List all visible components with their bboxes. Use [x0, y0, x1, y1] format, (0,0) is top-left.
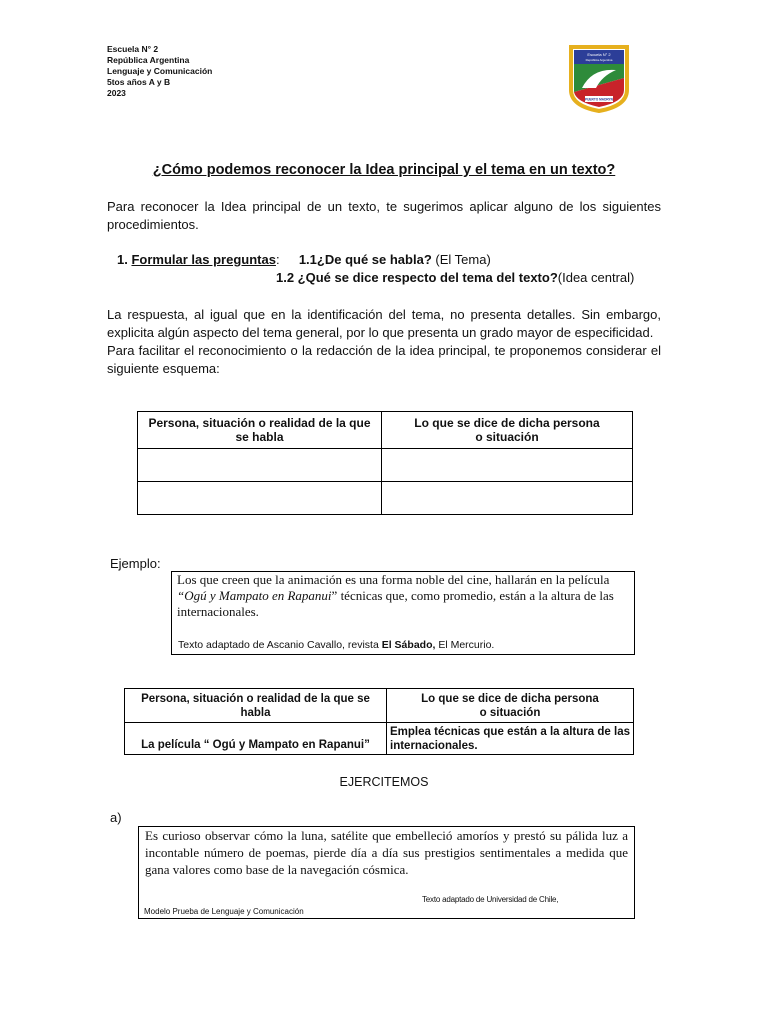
schema-table	[137, 411, 633, 515]
example-header-predicate: Lo que se dice de dicha persona o situación	[387, 689, 634, 723]
example-source: Texto adaptado de Ascanio Cavallo, revista El Sábado, El Mercurio.	[178, 639, 495, 651]
page-title: ¿Cómo podemos reconocer la Idea principal y el tema en un texto?	[152, 162, 616, 178]
schema-cell	[138, 482, 382, 515]
exercise-a-label: a)	[110, 810, 122, 825]
school-header	[107, 44, 212, 99]
schema-cell	[382, 449, 633, 482]
header-country: República Argentina	[107, 55, 190, 65]
schema-cell	[138, 449, 382, 482]
header-year: 2023	[107, 88, 126, 98]
schema-header-predicate: Lo que se dice de dicha persona o situación	[382, 412, 633, 449]
exercise-a-footer: Modelo Prueba de Lenguaje y Comunicación	[144, 907, 304, 916]
exercise-heading: EJERCITEMOS	[339, 775, 429, 789]
question-1: 1.1¿De qué se habla?	[298, 252, 432, 267]
exercise-a-text: Es curioso observar cómo la luna, satélite que embelleció amoríos y prestó su pálida luz a incontable número de poemas, pierde día a día sus prestigios sentimentales a medida que gana valores como base de la navegación cósmica.	[145, 828, 628, 877]
logo-sub-text: República Argentina	[585, 58, 613, 62]
question-2-note: (Idea central)	[557, 270, 635, 285]
step-colon: :	[275, 252, 280, 267]
header-school: Escuela N° 2	[107, 44, 159, 54]
header-grade: 5tos años A y B	[107, 77, 171, 87]
example-table	[124, 688, 634, 755]
example-box	[171, 571, 635, 655]
step-label: Formular las preguntas	[131, 252, 276, 267]
example-header-subject: Persona, situación o realidad de la que se habla	[125, 689, 387, 723]
answer-paragraph: La respuesta, al igual que en la identificación del tema, no presenta detalles. Sin embargo, explicita algún aspecto del tema general, por lo que presenta un grado mayor de especificidad.	[107, 307, 661, 340]
question-2-row	[276, 270, 634, 285]
logo-top-text: Escuela N° 2	[587, 52, 611, 57]
exercise-a-source: Texto adaptado de Universidad de Chile,	[422, 895, 559, 904]
header-subject: Lenguaje y Comunicación	[107, 66, 213, 76]
example-cell-predicate: Emplea técnicas que están a la altura de las internacionales.	[387, 723, 634, 755]
schema-header-subject: Persona, situación o realidad de la que se habla	[138, 412, 382, 449]
step-questions	[117, 252, 491, 267]
exercise-a-box	[138, 826, 635, 919]
example-label: Ejemplo:	[110, 556, 161, 571]
intro-paragraph: Para reconocer la Idea principal de un texto, te sugerimos aplicar alguno de los siguientes procedimientos.	[107, 199, 661, 232]
question-1-note: (El Tema)	[435, 252, 491, 267]
step-number: 1.	[117, 252, 128, 267]
school-logo	[568, 44, 630, 114]
example-cell-subject: La película “ Ogú y Mampato en Rapanui”	[125, 723, 387, 755]
schema-cell	[382, 482, 633, 515]
question-2: 1.2 ¿Qué se dice respecto del tema del texto?	[276, 270, 558, 285]
film-title: “Ogú y Mampato en Rapanui	[177, 588, 332, 603]
logo-band-text: PUERTO MADRYN	[585, 97, 613, 102]
example-text: Los que creen que la animación es una forma noble del cine, hallarán en la película “Ogú y Mampato en Rapanui” técnicas que, como promedio, están a la altura de las internacionales.	[177, 572, 614, 619]
schema-intro-paragraph: Para facilitar el reconocimiento o la redacción de la idea principal, te proponemos considerar el siguiente esquema:	[107, 343, 661, 376]
